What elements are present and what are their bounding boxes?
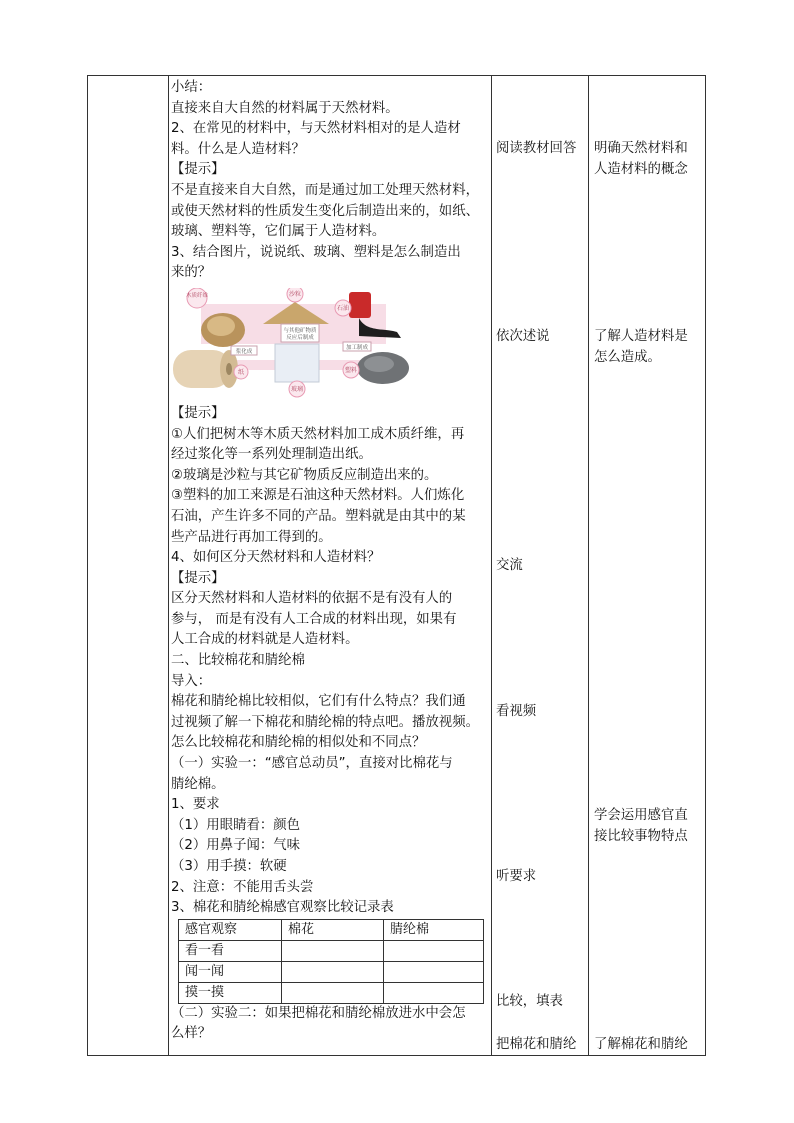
table-cell xyxy=(384,982,484,1003)
table-header-row xyxy=(179,919,484,940)
content-line: 区分天然材料和人造材料的依据不是有没有人的 xyxy=(171,591,453,607)
content-line: 或使天然材料的性质发生变化后制造出来的，如纸、 xyxy=(171,203,479,219)
content-line: 料。什么是人造材料？ xyxy=(171,141,305,157)
wood-fiber-highlight xyxy=(207,316,235,336)
content-line: 棉花和腈纶棉比较相似，它们有什么特点？我们通 xyxy=(171,694,466,710)
purpose-2b: 怎么造成。 xyxy=(594,350,661,365)
student-activity-7: 把棉花和腈纶 xyxy=(496,1037,577,1052)
purpose-1a: 明确天然材料和 xyxy=(594,141,688,156)
table-row xyxy=(179,940,484,961)
hint-heading: 【提示】 xyxy=(171,570,225,586)
teaching-content-column xyxy=(171,78,489,1045)
table-header-cell: 棉花 xyxy=(282,919,384,940)
content-line: 玻璃、塑料等，它们属于人造材料。 xyxy=(171,224,386,240)
table-header-cell: 感官观察 xyxy=(179,919,282,940)
table-cell xyxy=(282,961,384,982)
wood-label: 木质纤维 xyxy=(185,292,209,299)
content-line: 3、棉花和腈纶棉感官观察比较记录表 xyxy=(171,900,394,916)
oil-label: 石油 xyxy=(336,304,350,312)
paper-label: 纸 xyxy=(237,368,245,376)
content-line: ③塑料的加工来源是石油这种天然材料。人们炼化 xyxy=(171,488,465,504)
materials-illustration xyxy=(171,288,417,398)
table-cell xyxy=(282,982,384,1003)
sand-label: 沙粒 xyxy=(288,290,302,298)
table-row xyxy=(179,982,484,1003)
content-line: ②玻璃是沙粒与其它矿物质反应制造出来的。 xyxy=(171,467,438,483)
table-cell: 看一看 xyxy=(179,940,282,961)
content-line: 参与， 而是有没有人工合成的材料出现，如果有 xyxy=(171,611,457,627)
react-caption-2: 反应后制成 xyxy=(286,334,314,341)
content-line: （1）用眼睛看：颜色 xyxy=(171,817,301,833)
pulp-caption: 浆化成 xyxy=(235,348,253,355)
hint-heading: 【提示】 xyxy=(171,162,225,178)
content-line: 直接来自大自然的材料属于天然材料。 xyxy=(171,100,399,116)
table-cell xyxy=(282,940,384,961)
content-line: 3、结合图片，说说纸、玻璃、塑料是怎么制造出 xyxy=(171,244,461,260)
purpose-2a: 了解人造材料是 xyxy=(594,329,688,344)
hint-heading: 【提示】 xyxy=(171,405,225,421)
content-line: 2、在常见的材料中，与天然材料相对的是人造材 xyxy=(171,121,461,137)
student-activity-1: 阅读教材回答 xyxy=(496,141,577,156)
content-line: 么样？ xyxy=(171,1026,212,1042)
content-line: 石油，产生许多不同的产品。塑料就是由其中的某 xyxy=(171,508,466,524)
student-activity-5: 听要求 xyxy=(496,869,537,884)
content-line: ①人们把树木等木质天然材料加工成木质纤维，再 xyxy=(171,426,465,442)
purpose-3a: 学会运用感官直 xyxy=(594,808,688,823)
student-activity-2: 依次述说 xyxy=(496,329,550,344)
process-caption: 加工制成 xyxy=(345,344,369,351)
purpose-4: 了解棉花和腈纶 xyxy=(594,1037,688,1052)
glass-label: 玻璃 xyxy=(290,385,304,393)
column-divider-2 xyxy=(491,76,492,1055)
content-line: 不是直接来自大自然，而是通过加工处理天然材料， xyxy=(171,182,479,198)
react-caption-1: 与其他矿物质 xyxy=(283,327,317,334)
plastic-label: 塑料 xyxy=(344,366,358,374)
paper-roll-core xyxy=(226,363,232,375)
content-line: 1、要求 xyxy=(171,797,220,813)
content-line: 导入： xyxy=(171,673,212,689)
content-line: （2）用鼻子闻：气味 xyxy=(171,838,301,854)
section-heading: 二、比较棉花和腈纶棉 xyxy=(171,653,305,669)
glass-pane-image xyxy=(275,344,319,382)
table-row xyxy=(179,961,484,982)
purpose-1b: 人造材料的概念 xyxy=(594,162,688,177)
content-line: （二）实验二：如果把棉花和腈纶棉放进水中会怎 xyxy=(171,1005,466,1021)
content-line: 经过浆化等一系列处理制造出纸。 xyxy=(171,447,372,463)
content-line: 4、如何区分天然材料和人造材料？ xyxy=(171,550,381,566)
column-divider-3 xyxy=(588,76,589,1055)
table-cell xyxy=(384,940,484,961)
observation-record-table xyxy=(178,919,484,1004)
content-line: 腈纶棉。 xyxy=(171,776,225,792)
table-header-cell: 腈纶棉 xyxy=(384,919,484,940)
purpose-3b: 接比较事物特点 xyxy=(594,829,688,844)
plastic-pellets-highlight xyxy=(364,356,394,372)
student-activity-3: 交流 xyxy=(496,558,523,573)
student-activity-4: 看视频 xyxy=(496,704,537,719)
table-cell: 摸一摸 xyxy=(179,982,282,1003)
content-line: 来的？ xyxy=(171,265,212,281)
content-line: 怎么比较棉花和腈纶棉的相似处和不同点？ xyxy=(171,735,426,751)
materials-figure xyxy=(171,288,417,398)
content-line: 些产品进行再加工得到的。 xyxy=(171,529,332,545)
student-activity-6: 比较，填表 xyxy=(496,994,563,1009)
oil-can-image xyxy=(349,292,371,318)
table-cell xyxy=(384,961,484,982)
table-cell: 闻一闻 xyxy=(179,961,282,982)
content-line: 2、注意：不能用舌头尝 xyxy=(171,879,314,895)
column-divider-1 xyxy=(168,76,169,1055)
content-line: （一）实验一：“感官总动员”，直接对比棉花与 xyxy=(171,756,453,772)
content-line: 人工合成的材料就是人造材料。 xyxy=(171,632,359,648)
content-line: 过视频了解一下棉花和腈纶棉的特点吧。播放视频。 xyxy=(171,714,479,730)
summary-heading: 小结： xyxy=(171,80,212,95)
content-line: （3）用手摸：软硬 xyxy=(171,859,287,874)
